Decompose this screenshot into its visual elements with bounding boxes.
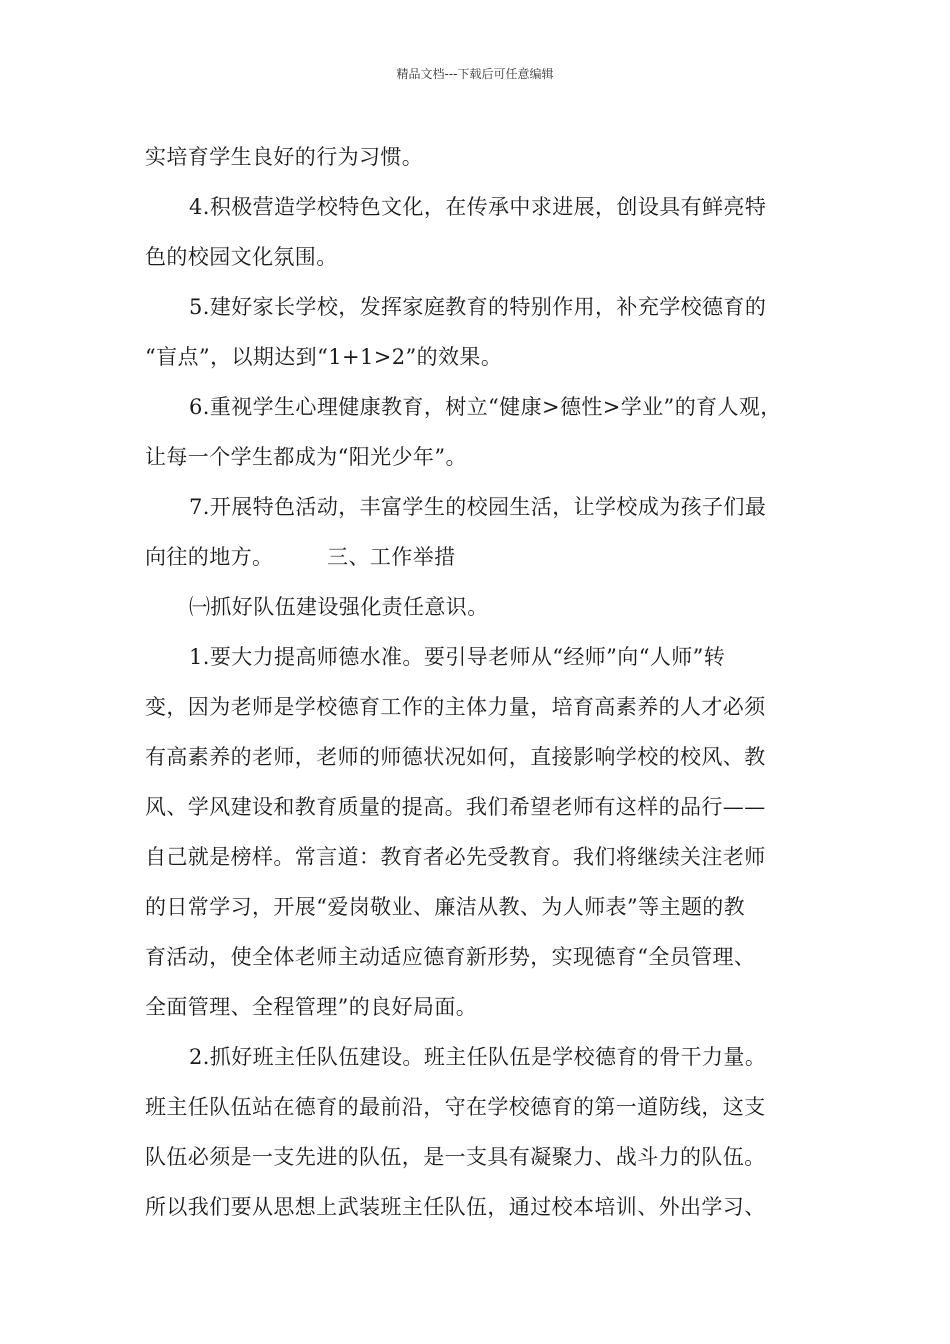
text-line: 5.建好家长学校，发挥家庭教育的特别作用，补充学校德育的 — [189, 295, 767, 319]
text-line: 2.抓好班主任队伍建设。班主任队伍是学校德育的骨干力量。 — [189, 1045, 767, 1069]
text-line: 变，因为老师是学校德育工作的主体力量，培育高素养的人才必须 — [145, 695, 766, 719]
text-line: 有高素养的老师，老师的师德状况如何，直接影响学校的校风、教 — [145, 745, 766, 769]
text-line: 6.重视学生心理健康教育，树立“健康>德性>学业”的育人观， — [189, 395, 782, 419]
text-line: 让每一个学生都成为“阳光少年”。 — [145, 445, 467, 469]
text-line: 所以我们要从思想上武装班主任队伍，通过校本培训、外出学习、 — [145, 1195, 766, 1219]
text-line: 1.要大力提高师德水准。要引导老师从“经师”向“人师”转 — [189, 645, 726, 669]
text-line: 4.积极营造学校特色文化，在传承中求进展，创设具有鲜亮特 — [189, 195, 767, 219]
text-line: 班主任队伍站在德育的最前沿，守在学校德育的第一道防线，这支 — [145, 1095, 766, 1119]
text-line: “盲点”，以期达到“1+1>2”的效果。 — [145, 345, 503, 369]
page-header: 精品文档---下载后可任意编辑 — [396, 67, 554, 81]
text-line: 的日常学习，开展“爱岗敬业、廉洁从教、为人师表”等主题的教 — [145, 895, 746, 919]
text-line: ㈠抓好队伍建设强化责任意识。 — [189, 595, 489, 619]
text-line: 色的校园文化氛围。 — [145, 245, 338, 269]
text-line: 向往的地方。 三、工作举措 — [145, 545, 456, 569]
text-line: 全面管理、全程管理”的良好局面。 — [145, 995, 478, 1019]
text-line: 7.开展特色活动，丰富学生的校园生活，让学校成为孩子们最 — [189, 495, 767, 519]
text-line: 自己就是榜样。常言道：教育者必先受教育。我们将继续关注老师 — [145, 845, 766, 869]
text-line: 实培育学生良好的行为习惯。 — [145, 145, 424, 169]
text-line: 育活动，使全体老师主动适应德育新形势，实现德育“全员管理、 — [145, 945, 756, 969]
text-line: 风、学风建设和教育质量的提高。我们希望老师有这样的品行—— — [145, 795, 766, 819]
document-body — [145, 132, 807, 1232]
text-line: 队伍必须是一支先进的队伍，是一支具有凝聚力、战斗力的队伍。 — [145, 1145, 766, 1169]
